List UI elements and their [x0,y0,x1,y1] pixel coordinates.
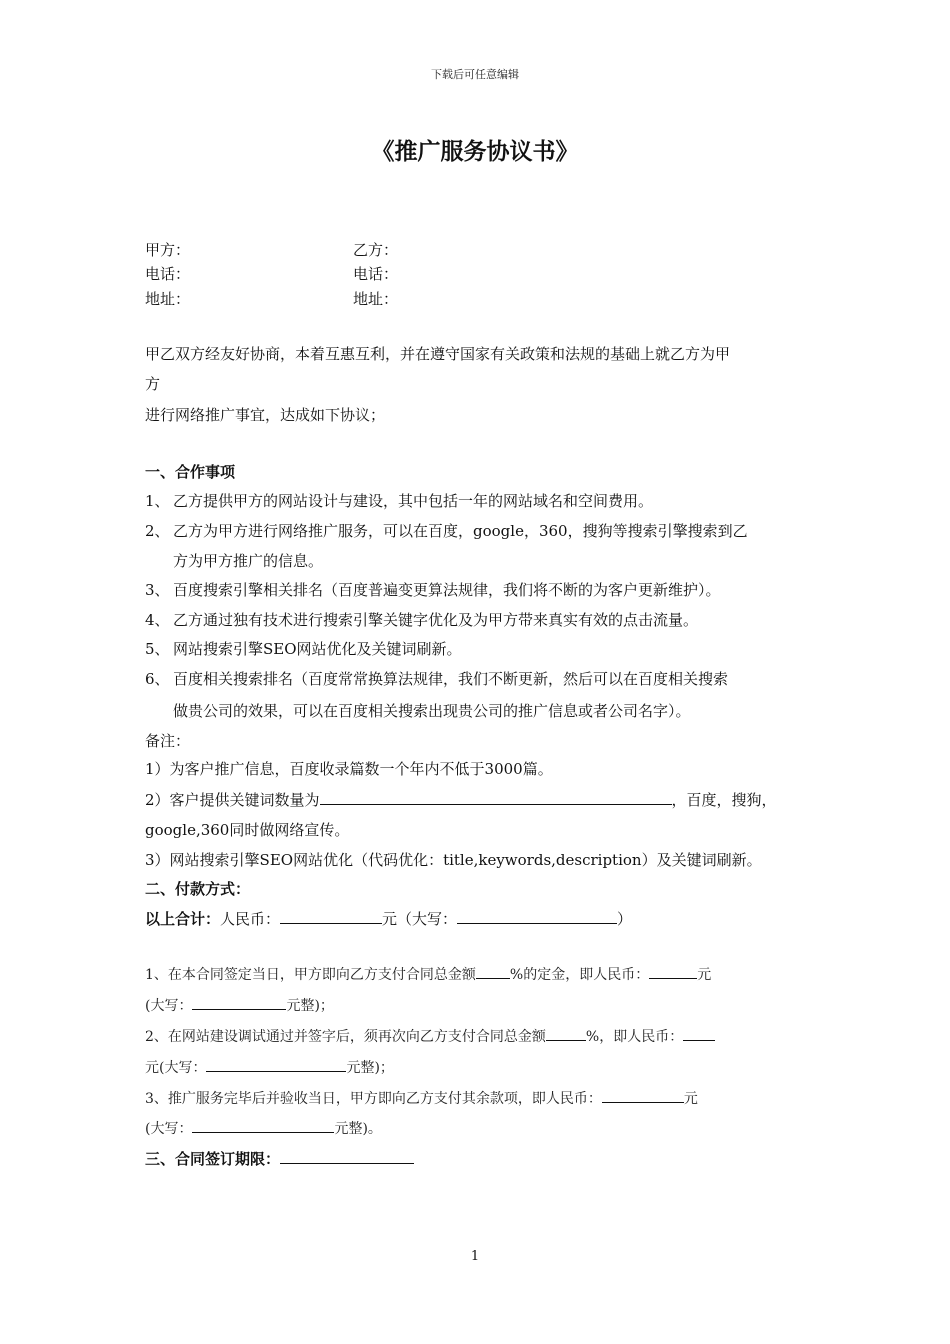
total-amount-blank[interactable] [280,908,382,924]
section-1-heading: 一、合作事项 [145,463,236,481]
total-line [145,908,632,929]
deposit-amount-blank[interactable] [649,963,697,979]
item-3-number: 3、 [145,581,170,599]
note-2-cont: google,360同时做网络宣传。 [145,821,350,839]
payment-2-text-d: 元整)； [346,1060,394,1076]
item-5-text: 网站搜索引擎SEO网站优化及关键词刷新。 [173,640,462,658]
party-b-phone: 电话： [353,265,399,283]
item-1-text: 乙方提供甲方的网站设计与建设，其中包括一年的网站域名和空间费用。 [173,492,654,510]
final-amount-blank[interactable] [602,1087,684,1103]
payment-2-cont [145,1056,394,1078]
payment-1-text-e: 元整)； [286,998,334,1014]
total-uppercase-blank[interactable] [457,908,617,924]
page-header: 下载后可任意编辑 [431,68,519,81]
second-uppercase-blank[interactable] [206,1056,346,1072]
payment-1-text-d: (大写： [145,998,193,1014]
note-2 [145,789,777,810]
item-5-number: 5、 [145,640,170,658]
section-2-heading: 二、付款方式： [145,880,251,898]
payment-3-text-c: (大写： [145,1121,193,1137]
payment-2-text-c: 元(大写： [145,1060,207,1076]
payment-2 [145,1025,715,1047]
payment-3-text-b: 元 [683,1091,698,1107]
item-3-text: 百度搜索引擎相关排名（百度普遍变更算法规律，我们将不断的为客户更新维护）。 [173,581,721,599]
payment-2-text-a: 2、在网站建设调试通过并签字后，须再次向乙方支付合同总金额 [145,1029,546,1045]
intro-line-1: 甲乙双方经友好协商，本着互惠互利，并在遵守国家有关政策和法规的基础上就乙方为甲 [145,345,731,363]
final-uppercase-blank[interactable] [192,1117,334,1133]
party-a-label: 甲方： [145,241,191,259]
party-a-phone: 电话： [145,265,191,283]
page-number: 1 [470,1249,480,1264]
second-percent-blank[interactable] [546,1025,586,1041]
payment-3-cont [145,1117,382,1139]
item-6-text-cont: 做贵公司的效果，可以在百度相关搜索出现贵公司的推广信息或者公司名字）。 [173,702,691,720]
intro-line-3: 进行网络推广事宜，达成如下协议； [145,406,386,424]
payment-1-cont [145,994,334,1016]
item-4-number: 4、 [145,611,170,629]
note-2-prefix: 2）客户提供关键词数量为 [145,791,320,809]
payment-3-text-d: 元整)。 [334,1121,382,1137]
payment-1-text-b: %的定金，即人民币： [509,967,650,983]
item-6-number: 6、 [145,670,170,688]
note-2-suffix: ，百度，搜狗， [671,791,777,809]
deposit-uppercase-blank[interactable] [192,994,286,1010]
keyword-count-blank[interactable] [320,789,672,805]
party-b-label: 乙方： [353,241,399,259]
total-yuan-label: 元（大写： [382,910,458,928]
payment-3 [145,1087,698,1109]
total-label: 以上合计： [145,910,221,928]
payment-1-text-a: 1、在本合同签定当日，甲方即向乙方支付合同总金额 [145,967,476,983]
item-6-text: 百度相关搜索排名（百度常常换算法规律，我们不断更新，然后可以在百度相关搜索 [173,670,729,688]
document-title: 《推广服务协议书》 [371,138,579,165]
item-1-number: 1、 [145,492,170,510]
section-3-heading: 三、合同签订期限： [145,1150,281,1168]
second-amount-blank[interactable] [683,1025,715,1041]
note-3: 3）网站搜索引擎SEO网站优化（代码优化：title,keywords,description）及关键词刷新。 [145,851,762,869]
section-3 [145,1148,414,1169]
note-1: 1）为客户推广信息，百度收录篇数一个年内不低于3000篇。 [145,760,553,778]
party-a-address: 地址： [145,290,191,308]
payment-1-text-c: 元 [697,967,712,983]
item-4-text: 乙方通过独有技术进行搜索引擎关键字优化及为甲方带来真实有效的点击流量。 [173,611,699,629]
item-2-number: 2、 [145,522,170,540]
item-2-text: 乙方为甲方进行网络推广服务，可以在百度，google，360，搜狗等搜索引擎搜索到乙 [173,522,748,540]
payment-2-text-b: %，即人民币： [585,1029,684,1045]
party-b-address: 地址： [353,290,399,308]
item-2-text-cont: 方为甲方推广的信息。 [173,552,324,570]
total-close: ） [617,910,633,928]
intro-line-2: 方 [145,375,161,393]
total-rmb-label: 人民币： [220,910,281,928]
payment-1 [145,963,711,985]
payment-3-text-a: 3、推广服务完毕后并验收当日，甲方即向乙方支付其余款项，即人民币： [145,1091,602,1107]
contract-term-blank[interactable] [280,1148,414,1164]
deposit-percent-blank[interactable] [476,963,510,979]
notes-heading: 备注： [145,732,191,750]
